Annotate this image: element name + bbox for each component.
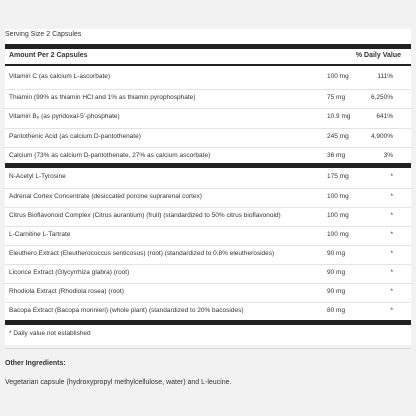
table-row xyxy=(5,245,411,264)
nutrient-amount: 36 mg xyxy=(327,152,346,159)
nutrient-amount: 245 mg xyxy=(327,132,349,140)
nutrient-amount: 75 mg xyxy=(327,93,346,101)
nutrient-name: N-Acetyl L-Tyrosine xyxy=(9,173,66,180)
table-row xyxy=(5,264,411,283)
nutrient-daily-value: 641% xyxy=(376,113,393,120)
nutrient-daily-value: 4,900% xyxy=(370,132,393,140)
nutrient-amount: 100 mg xyxy=(327,212,349,219)
nutrient-name: Calcium (73% as calcium D-pantothenate, 27% as calcium ascorbate) xyxy=(9,152,211,159)
daily-value-header: % Daily Value xyxy=(355,52,401,59)
nutrient-daily-value: * xyxy=(390,288,393,295)
nutrient-amount: 100 mg xyxy=(327,231,349,238)
nutrient-amount: 175 mg xyxy=(327,173,349,180)
other-ingredients-title: Other Ingredients: xyxy=(5,360,66,367)
nutrient-name: Licorice Extract (Glycyrrhiza glabra) (root) xyxy=(9,269,130,276)
nutrient-name: Adrenal Cortex Concentrate (desiccated porcine suprarenal cortex) xyxy=(9,193,202,200)
table-row xyxy=(5,108,411,127)
nutrient-amount: 90 mg xyxy=(327,269,346,276)
nutrient-amount: 80 mg xyxy=(327,307,346,314)
header-divider xyxy=(5,64,411,66)
nutrient-daily-value: * xyxy=(390,173,393,180)
serving-size: Serving Size 2 Capsules xyxy=(5,31,82,38)
table-row xyxy=(5,69,411,87)
section-divider xyxy=(5,348,411,349)
nutrient-name: Citrus Bioflavonoid Complex (Citrus aurantium) (fruit) (standardized to 50% citrus bioflavonoid) xyxy=(9,212,281,219)
table-row xyxy=(5,89,411,108)
table-row xyxy=(5,302,411,321)
table-row xyxy=(5,226,411,245)
nutrient-amount: 90 mg xyxy=(327,288,346,295)
nutrient-name: L-Carnitine L-Tartrate xyxy=(9,231,71,238)
table-row xyxy=(5,128,411,147)
nutrient-name: Eleuthero Extract (Eleutherococcus senticosus) (root) (standardized to 0.8% eleutherosides) xyxy=(9,250,275,257)
mid-divider xyxy=(5,163,411,168)
nutrient-name: Vitamin C (as calcium L-ascorbate) xyxy=(9,73,111,80)
nutrient-amount: 10.9 mg xyxy=(327,113,351,120)
top-divider xyxy=(5,44,411,49)
nutrient-daily-value: * xyxy=(390,269,393,276)
nutrient-name: Thiamin (99% as thiamin HCl and 1% as thiamin pyrophosphate) xyxy=(9,93,196,101)
nutrient-name: Vitamin B₆ (as pyridoxal-5'-phosphate) xyxy=(9,113,120,120)
nutrient-daily-value: * xyxy=(390,231,393,238)
table-row xyxy=(5,188,411,207)
nutrient-name: Pantothenic Acid (as calcium D-pantothenate) xyxy=(9,132,141,140)
nutrient-amount: 100 mg xyxy=(327,73,349,80)
nutrient-daily-value: 111% xyxy=(377,73,393,80)
bottom-divider xyxy=(5,320,411,325)
amount-header: Amount Per 2 Capsules xyxy=(9,52,88,59)
nutrient-daily-value: * xyxy=(390,193,393,200)
table-row xyxy=(5,207,411,226)
nutrient-amount: 90 mg xyxy=(327,250,346,257)
nutrient-daily-value: 6,250% xyxy=(370,93,393,101)
nutrient-name: Bacopa Extract (Bacopa monnieri) (whole plant) (standardized to 20% bacosides) xyxy=(9,307,244,314)
table-row xyxy=(5,169,411,187)
table-row xyxy=(5,283,411,302)
nutrient-daily-value: * xyxy=(390,307,393,314)
footnote: * Daily value not established xyxy=(9,330,91,337)
other-ingredients-text: Vegetarian capsule (hydroxypropyl methylcellulose, water) and L-leucine. xyxy=(5,379,232,386)
nutrient-name: Rhodiola Extract (Rhodiola rosea) (root) xyxy=(9,288,124,295)
nutrient-daily-value: * xyxy=(390,250,393,257)
nutrient-amount: 100 mg xyxy=(327,193,349,200)
nutrient-daily-value: 3% xyxy=(383,152,393,159)
nutrient-daily-value: * xyxy=(390,212,393,219)
